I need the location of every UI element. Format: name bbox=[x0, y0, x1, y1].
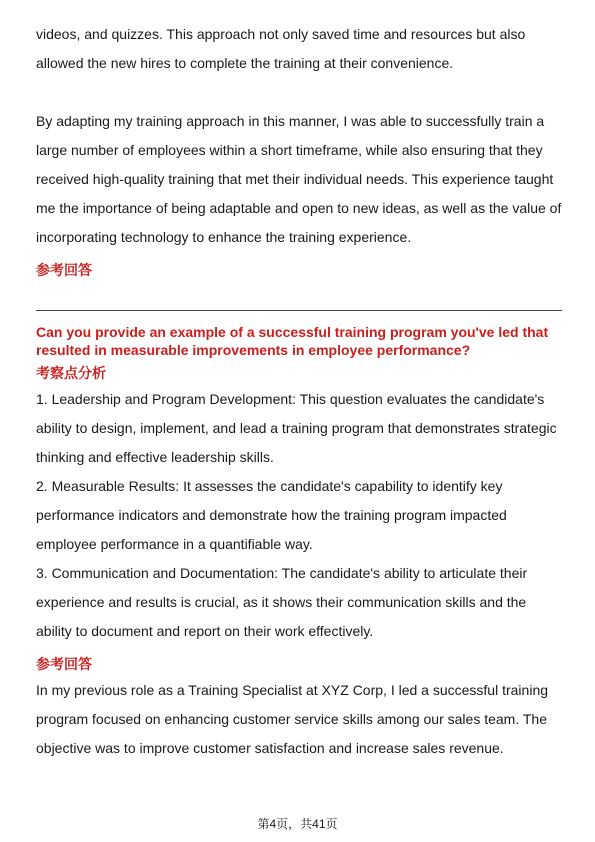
analysis-point: 2. Measurable Results: It assesses the candidate's capability to identify key performance indicators and demonstrate how the training program impacted employee performance in a quantifiable way. bbox=[36, 478, 507, 552]
reference-answer-label: 参考回答 bbox=[36, 262, 92, 278]
analysis-point: 3. Communication and Documentation: The candidate's ability to articulate their experience and results is crucial, as it shows their communication skills and the ability to document and report on their work effectively. bbox=[36, 565, 528, 639]
previous-answer-paragraph: videos, and quizzes. This approach not only saved time and resources but also allowed the new hires to complete the training at their convenience. bbox=[36, 26, 526, 71]
page-number: 第4页，共41页 bbox=[257, 817, 338, 831]
document-page bbox=[36, 20, 562, 763]
reference-answer-text: In my previous role as a Training Specialist at XYZ Corp, I led a successful training program focused on enhancing customer service skills among our sales team. The objective was to improve customer satisfaction and increase sales revenue. bbox=[36, 682, 549, 756]
previous-answer-paragraph: By adapting my training approach in this manner, I was able to successfully train a large number of employees within a short timeframe, while also ensuring that they received high-quality training that met their individual needs. This experience taught me the importance of being adaptable and open to new ideas, as well as the value of incorporating technology to enhance the training experience. bbox=[36, 113, 562, 245]
analysis-label: 考察点分析 bbox=[36, 365, 106, 381]
paragraph-gap bbox=[36, 78, 562, 107]
section-gap bbox=[36, 285, 562, 310]
reference-answer-label: 参考回答 bbox=[36, 656, 92, 672]
question-heading: Can you provide an example of a successful training program you've led that resulted in measurable improvements in employee performance? bbox=[36, 324, 549, 358]
analysis-point: 1. Leadership and Program Development: This question evaluates the candidate's ability to design, implement, and lead a training program that demonstrates strategic thinking and effective leadership skills. bbox=[36, 391, 557, 465]
